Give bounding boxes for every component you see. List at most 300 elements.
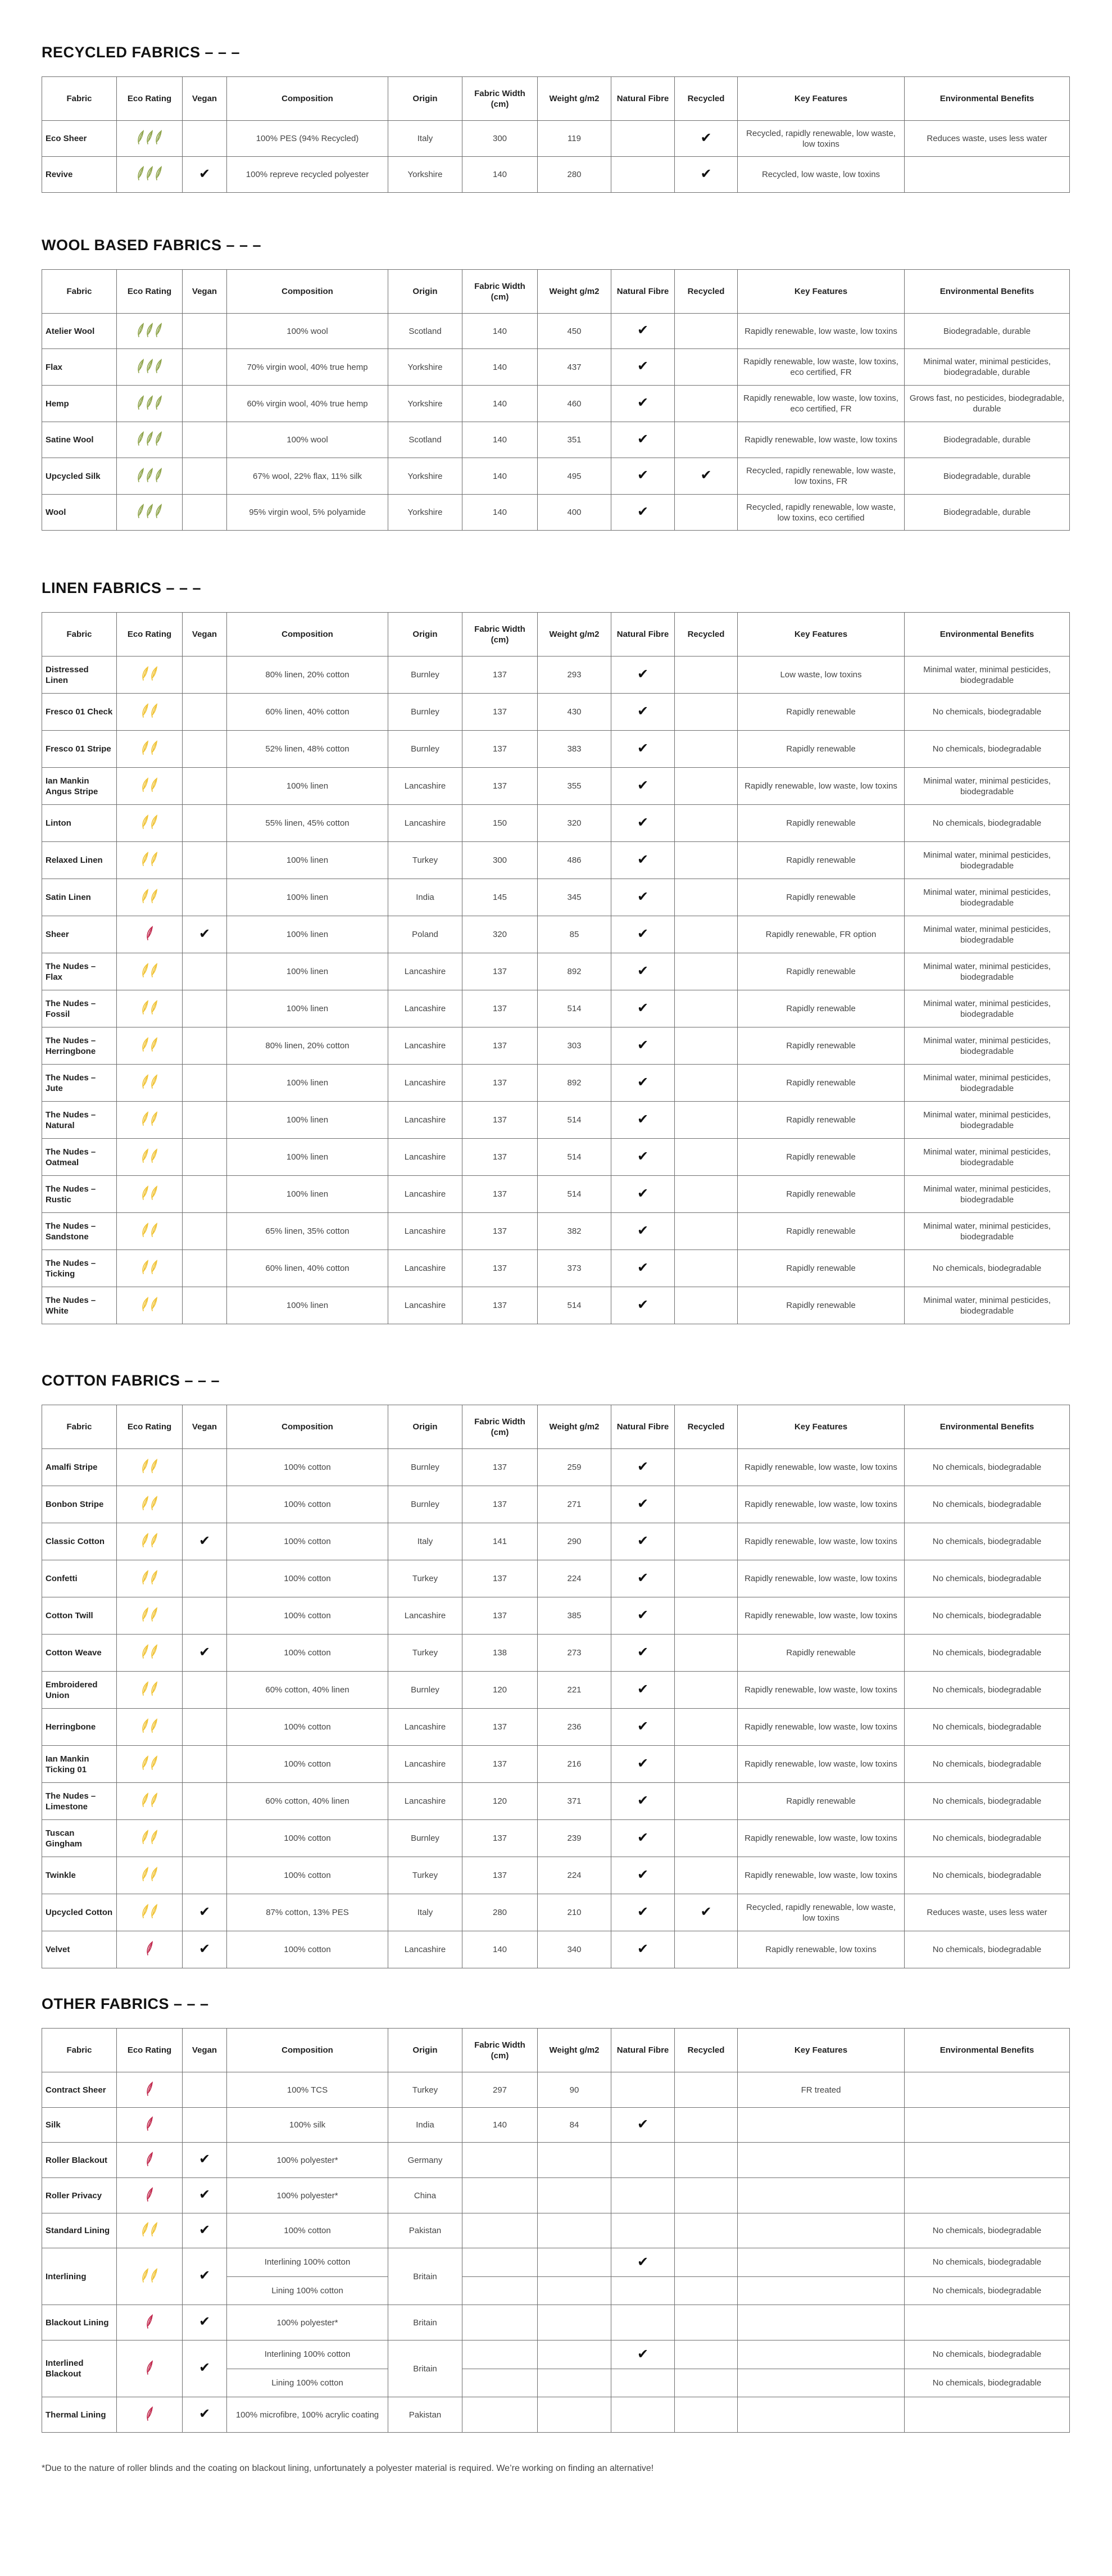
vegan-cell	[183, 990, 227, 1027]
eco-rating	[117, 1213, 183, 1250]
leaf-icon	[150, 1000, 158, 1017]
column-header: Vegan	[183, 613, 227, 657]
fabric-name: Fresco 01 Check	[42, 694, 117, 731]
table-row	[42, 1027, 1070, 1065]
origin: Lancashire	[388, 1213, 462, 1250]
weight: 280	[538, 157, 611, 193]
eco-rating-icon	[137, 504, 162, 521]
weight: 90	[538, 2072, 611, 2108]
origin: Turkey	[388, 1857, 462, 1894]
eco-rating-icon	[137, 468, 162, 485]
leaf-icon	[150, 740, 158, 758]
key-features: Rapidly renewable	[738, 953, 905, 990]
eco-rating	[117, 805, 183, 842]
leaf-icon	[150, 2222, 158, 2239]
fabric-name: Flax	[42, 349, 117, 386]
leaf-icon	[150, 963, 158, 980]
check-icon: ✔	[198, 2268, 211, 2283]
eco-rating-icon	[141, 814, 158, 832]
table-row	[42, 731, 1070, 768]
table-row	[42, 1486, 1070, 1523]
fabric-width: 140	[462, 349, 538, 386]
origin: Lancashire	[388, 1250, 462, 1287]
column-header: Eco Rating	[117, 613, 183, 657]
eco-rating-icon	[141, 1681, 158, 1699]
eco-rating-icon	[141, 1297, 158, 1314]
origin: Burnley	[388, 694, 462, 731]
column-header: Origin	[388, 2029, 462, 2072]
table-row	[42, 1176, 1070, 1213]
check-icon: ✔	[637, 1867, 649, 1882]
column-header: Fabric Width (cm)	[462, 77, 538, 121]
recycled	[675, 657, 738, 694]
table-row	[42, 314, 1070, 349]
recycled	[675, 842, 738, 879]
eco-rating	[117, 1449, 183, 1486]
check-icon: ✔	[637, 1260, 649, 1275]
weight: 460	[538, 386, 611, 422]
fabric-name: Velvet	[42, 1931, 117, 1968]
table-row	[42, 386, 1070, 422]
weight: 221	[538, 1672, 611, 1709]
weight: 345	[538, 879, 611, 916]
composition: 65% linen, 35% cotton	[227, 1213, 388, 1250]
composition: 100% cotton	[227, 1449, 388, 1486]
column-header: Composition	[227, 270, 388, 314]
check-icon: ✔	[637, 1459, 649, 1474]
check-icon: ✔	[198, 1533, 211, 1549]
leaf-icon	[137, 504, 144, 521]
composition: 60% cotton, 40% linen	[227, 1672, 388, 1709]
eco-rating-icon	[141, 1185, 158, 1203]
leaf-icon	[141, 1792, 149, 1810]
natural-fibre	[611, 1176, 675, 1213]
eco-rating-icon	[141, 1148, 158, 1166]
origin: Lancashire	[388, 1139, 462, 1176]
composition: 60% cotton, 40% linen	[227, 1783, 388, 1820]
natural-fibre	[611, 805, 675, 842]
recycled	[675, 2143, 738, 2178]
fabric-width: 140	[462, 1931, 538, 1968]
eco-rating-icon	[141, 889, 158, 906]
vegan-cell	[183, 1027, 227, 1065]
leaf-icon	[150, 1792, 158, 1810]
check-icon: ✔	[637, 889, 649, 904]
fabric-width	[462, 2248, 538, 2305]
weight: 514	[538, 990, 611, 1027]
origin: Yorkshire	[388, 458, 462, 495]
vegan-cell	[183, 2213, 227, 2248]
eco-rating-icon	[141, 777, 158, 795]
column-header: Origin	[388, 77, 462, 121]
eco-rating-icon	[141, 2222, 158, 2239]
composition: 60% virgin wool, 40% true hemp	[227, 386, 388, 422]
column-header: Fabric	[42, 270, 117, 314]
environmental-benefits: No chemicals, biodegradable	[905, 1820, 1070, 1857]
key-features: Rapidly renewable, low waste, low toxins	[738, 1523, 905, 1560]
eco-rating-icon	[146, 2081, 153, 2099]
environmental-benefits: Minimal water, minimal pesticides, biodegradable	[905, 1139, 1070, 1176]
fabric-width: 137	[462, 1820, 538, 1857]
environmental-benefits	[905, 2178, 1070, 2213]
column-header: Eco Rating	[117, 2029, 183, 2072]
check-icon: ✔	[198, 2314, 211, 2329]
eco-rating	[117, 157, 183, 193]
leaf-icon	[150, 666, 158, 683]
column-header: Composition	[227, 613, 388, 657]
environmental-benefits: Biodegradable, durable	[905, 458, 1070, 495]
natural-fibre-part	[611, 2276, 674, 2305]
fabric-width: 137	[462, 1250, 538, 1287]
origin: Turkey	[388, 1635, 462, 1672]
fabric-width	[462, 2397, 538, 2433]
composition: 100% PES (94% Recycled)	[227, 121, 388, 157]
origin: Lancashire	[388, 1287, 462, 1324]
fabric-width: 137	[462, 1486, 538, 1523]
fabric-table	[42, 269, 1070, 531]
leaf-icon	[155, 323, 162, 340]
fabric-name: Cotton Twill	[42, 1597, 117, 1635]
composition: 100% linen	[227, 916, 388, 953]
recycled	[675, 990, 738, 1027]
natural-fibre	[611, 657, 675, 694]
header-row	[42, 77, 1070, 121]
vegan-cell	[183, 953, 227, 990]
fabric-name: Interlining	[42, 2248, 117, 2305]
leaf-icon	[150, 1830, 158, 1847]
vegan-cell	[183, 842, 227, 879]
environmental-benefits: Minimal water, minimal pesticides, biodegradable, durable	[905, 349, 1070, 386]
composition: 100% cotton	[227, 1560, 388, 1597]
origin: Lancashire	[388, 1102, 462, 1139]
leaf-icon	[150, 1644, 158, 1662]
fabric-name: The Nudes – Flax	[42, 953, 117, 990]
eco-rating	[117, 422, 183, 458]
leaf-icon	[146, 468, 153, 485]
key-features	[738, 2305, 905, 2340]
column-header: Natural Fibre	[611, 270, 675, 314]
composition-part: Interlining 100% cotton	[264, 2257, 351, 2267]
vegan-cell	[183, 1746, 227, 1783]
recycled	[675, 458, 738, 495]
fabric-name: Hemp	[42, 386, 117, 422]
key-features-part	[738, 2369, 904, 2397]
check-icon: ✔	[637, 703, 649, 719]
fabric-width: 140	[462, 157, 538, 193]
eco-rating-icon	[141, 703, 158, 721]
fabric-width-part	[462, 2248, 537, 2276]
vegan-cell	[183, 768, 227, 805]
fabric-name: Upcycled Silk	[42, 458, 117, 495]
eco-rating-icon	[141, 1904, 158, 1921]
key-features: Rapidly renewable	[738, 731, 905, 768]
check-icon: ✔	[637, 926, 649, 941]
key-features: Rapidly renewable, low waste, low toxins, eco certified, FR	[738, 386, 905, 422]
composition: 87% cotton, 13% PES	[227, 1894, 388, 1931]
eco-rating	[117, 2072, 183, 2108]
eco-rating	[117, 694, 183, 731]
eco-rating-icon	[137, 395, 162, 413]
natural-fibre	[611, 990, 675, 1027]
recycled	[675, 1486, 738, 1523]
composition: 100% linen	[227, 1176, 388, 1213]
weight: 400	[538, 495, 611, 531]
leaf-icon	[141, 1037, 149, 1054]
column-header: Recycled	[675, 77, 738, 121]
origin: Pakistan	[388, 2213, 462, 2248]
environmental-benefits: Minimal water, minimal pesticides, biodegradable	[905, 953, 1070, 990]
key-features: Rapidly renewable	[738, 694, 905, 731]
key-features: Recycled, rapidly renewable, low waste, low toxins, eco certified	[738, 495, 905, 531]
table-row	[42, 2213, 1070, 2248]
fabric-width: 137	[462, 953, 538, 990]
natural-fibre	[611, 1783, 675, 1820]
column-header: Key Features	[738, 2029, 905, 2072]
eco-rating-icon	[141, 1074, 158, 1092]
composition: 100% linen	[227, 1102, 388, 1139]
column-header: Recycled	[675, 2029, 738, 2072]
weight: 373	[538, 1250, 611, 1287]
table-row	[42, 495, 1070, 531]
weight: 85	[538, 916, 611, 953]
leaf-icon	[137, 468, 144, 485]
column-header: Recycled	[675, 1405, 738, 1449]
eco-rating	[117, 1746, 183, 1783]
leaf-icon	[150, 1755, 158, 1773]
composition: 100% cotton	[227, 1486, 388, 1523]
natural-fibre	[611, 1672, 675, 1709]
check-icon: ✔	[637, 395, 649, 410]
table-row	[42, 1783, 1070, 1820]
fabric-width: 137	[462, 1213, 538, 1250]
natural-fibre	[611, 1027, 675, 1065]
eco-rating	[117, 2248, 183, 2305]
origin: Pakistan	[388, 2397, 462, 2433]
weight: 437	[538, 349, 611, 386]
column-header: Eco Rating	[117, 77, 183, 121]
key-features: Rapidly renewable	[738, 805, 905, 842]
key-features: Rapidly renewable	[738, 990, 905, 1027]
weight	[538, 2248, 611, 2305]
table-row	[42, 2108, 1070, 2143]
fabric-width: 137	[462, 1287, 538, 1324]
key-features	[738, 2213, 905, 2248]
table-row	[42, 768, 1070, 805]
leaf-icon	[155, 166, 162, 183]
leaf-icon	[137, 130, 144, 147]
vegan-cell	[183, 2108, 227, 2143]
weight	[538, 2305, 611, 2340]
leaf-icon	[141, 1260, 149, 1277]
eco-rating	[117, 2108, 183, 2143]
check-icon: ✔	[637, 814, 649, 830]
fabric-width: 138	[462, 1635, 538, 1672]
eco-rating	[117, 2305, 183, 2340]
eco-rating-icon	[141, 1037, 158, 1054]
leaf-icon	[146, 2187, 153, 2204]
recycled-part	[675, 2369, 737, 2397]
weight: 236	[538, 1709, 611, 1746]
recycled	[675, 2397, 738, 2433]
leaf-icon	[141, 1000, 149, 1017]
fabric-width	[462, 2143, 538, 2178]
fabric-name: Embroidered Union	[42, 1672, 117, 1709]
vegan-cell	[183, 1597, 227, 1635]
eco-rating	[117, 1287, 183, 1324]
fabric-width	[462, 2213, 538, 2248]
weight: 119	[538, 121, 611, 157]
eco-rating	[117, 1894, 183, 1931]
check-icon: ✔	[637, 1755, 649, 1771]
fabric-width: 137	[462, 657, 538, 694]
column-header: Origin	[388, 270, 462, 314]
check-icon: ✔	[637, 1000, 649, 1016]
recycled	[675, 805, 738, 842]
fabric-name: The Nudes – Ticking	[42, 1250, 117, 1287]
vegan-cell	[183, 1250, 227, 1287]
vegan-cell	[183, 386, 227, 422]
vegan-cell	[183, 1635, 227, 1672]
recycled	[675, 422, 738, 458]
vegan-cell	[183, 731, 227, 768]
environmental-benefits: Minimal water, minimal pesticides, biodegradable	[905, 1213, 1070, 1250]
weight: 450	[538, 314, 611, 349]
origin: Turkey	[388, 842, 462, 879]
recycled	[675, 1287, 738, 1324]
weight: 303	[538, 1027, 611, 1065]
natural-fibre	[611, 842, 675, 879]
header-row	[42, 2029, 1070, 2072]
check-icon: ✔	[700, 166, 712, 182]
key-features	[738, 2178, 905, 2213]
weight: 273	[538, 1635, 611, 1672]
fabric-name: Cotton Weave	[42, 1635, 117, 1672]
origin: Burnley	[388, 1672, 462, 1709]
weight: 371	[538, 1783, 611, 1820]
fabric-width: 137	[462, 694, 538, 731]
check-icon: ✔	[637, 1830, 649, 1845]
leaf-icon	[141, 740, 149, 758]
column-header: Natural Fibre	[611, 613, 675, 657]
eco-rating	[117, 1250, 183, 1287]
vegan-cell	[183, 2143, 227, 2178]
eco-rating	[117, 121, 183, 157]
natural-fibre	[611, 1102, 675, 1139]
recycled	[675, 1176, 738, 1213]
key-features: Rapidly renewable	[738, 879, 905, 916]
environmental-benefits: No chemicals, biodegradable	[905, 1709, 1070, 1746]
eco-rating-icon	[141, 2268, 158, 2285]
environmental-benefits: No chemicals, biodegradable	[905, 1523, 1070, 1560]
leaf-icon	[150, 1459, 158, 1476]
footnote: *Due to the nature of roller blinds and the coating on blackout lining, unfortunately a polyester material is required. We’re working on finding an alternative!	[42, 2464, 654, 2473]
fabric-width: 137	[462, 1560, 538, 1597]
leaf-icon	[150, 1074, 158, 1092]
recycled	[675, 1102, 738, 1139]
environmental-benefits: Minimal water, minimal pesticides, biodegradable	[905, 1102, 1070, 1139]
natural-fibre	[611, 349, 675, 386]
leaf-icon	[150, 1148, 158, 1166]
check-icon: ✔	[637, 1037, 649, 1053]
vegan-cell	[183, 1894, 227, 1931]
check-icon: ✔	[637, 740, 649, 756]
eco-rating	[117, 1065, 183, 1102]
fabric-width: 300	[462, 842, 538, 879]
check-icon: ✔	[637, 468, 649, 483]
eco-rating-icon	[141, 666, 158, 683]
environmental-benefits: Minimal water, minimal pesticides, biodegradable	[905, 1287, 1070, 1324]
origin: Yorkshire	[388, 349, 462, 386]
check-icon: ✔	[637, 1607, 649, 1623]
recycled	[675, 1139, 738, 1176]
vegan-cell	[183, 157, 227, 193]
eco-rating-icon	[141, 1644, 158, 1662]
leaf-icon	[141, 1074, 149, 1092]
key-features: Rapidly renewable, low waste, low toxins	[738, 422, 905, 458]
origin: Italy	[388, 121, 462, 157]
column-header: Environmental Benefits	[905, 613, 1070, 657]
origin: Britain	[388, 2305, 462, 2340]
leaf-icon	[137, 431, 144, 449]
check-icon: ✔	[637, 1074, 649, 1090]
key-features: Recycled, low waste, low toxins	[738, 157, 905, 193]
leaf-icon	[146, 323, 153, 340]
fabric-name: Classic Cotton	[42, 1523, 117, 1560]
column-header: Fabric	[42, 2029, 117, 2072]
composition: 100% cotton	[227, 1597, 388, 1635]
column-header: Key Features	[738, 613, 905, 657]
weight: 514	[538, 1176, 611, 1213]
fabric-width: 137	[462, 1449, 538, 1486]
vegan-cell	[183, 2178, 227, 2213]
natural-fibre	[611, 1523, 675, 1560]
column-header: Environmental Benefits	[905, 2029, 1070, 2072]
natural-fibre	[611, 768, 675, 805]
recycled	[675, 2305, 738, 2340]
fabric-name: Bonbon Stripe	[42, 1486, 117, 1523]
eco-rating	[117, 1783, 183, 1820]
composition: 100% repreve recycled polyester	[227, 157, 388, 193]
eco-rating	[117, 1486, 183, 1523]
table-row	[42, 1560, 1070, 1597]
environmental-benefits-part: No chemicals, biodegradable	[932, 2257, 1042, 2267]
fabric-width-part	[462, 2340, 537, 2369]
leaf-icon	[146, 166, 153, 183]
vegan-cell	[183, 1213, 227, 1250]
leaf-icon	[155, 504, 162, 521]
fabric-width	[462, 2340, 538, 2397]
fabric-name: Eco Sheer	[42, 121, 117, 157]
leaf-icon	[155, 395, 162, 413]
origin: Yorkshire	[388, 495, 462, 531]
eco-rating	[117, 1857, 183, 1894]
fabric-name: Relaxed Linen	[42, 842, 117, 879]
origin: Lancashire	[388, 1065, 462, 1102]
fabric-width: 137	[462, 1597, 538, 1635]
eco-rating	[117, 879, 183, 916]
table-row	[42, 1597, 1070, 1635]
key-features	[738, 2248, 905, 2305]
check-icon: ✔	[637, 1496, 649, 1511]
fabric-width: 137	[462, 1065, 538, 1102]
eco-rating	[117, 1709, 183, 1746]
recycled	[675, 1672, 738, 1709]
recycled-part	[675, 2340, 737, 2369]
origin: India	[388, 879, 462, 916]
table-row	[42, 458, 1070, 495]
natural-fibre	[611, 157, 675, 193]
environmental-benefits: No chemicals, biodegradable	[905, 1597, 1070, 1635]
